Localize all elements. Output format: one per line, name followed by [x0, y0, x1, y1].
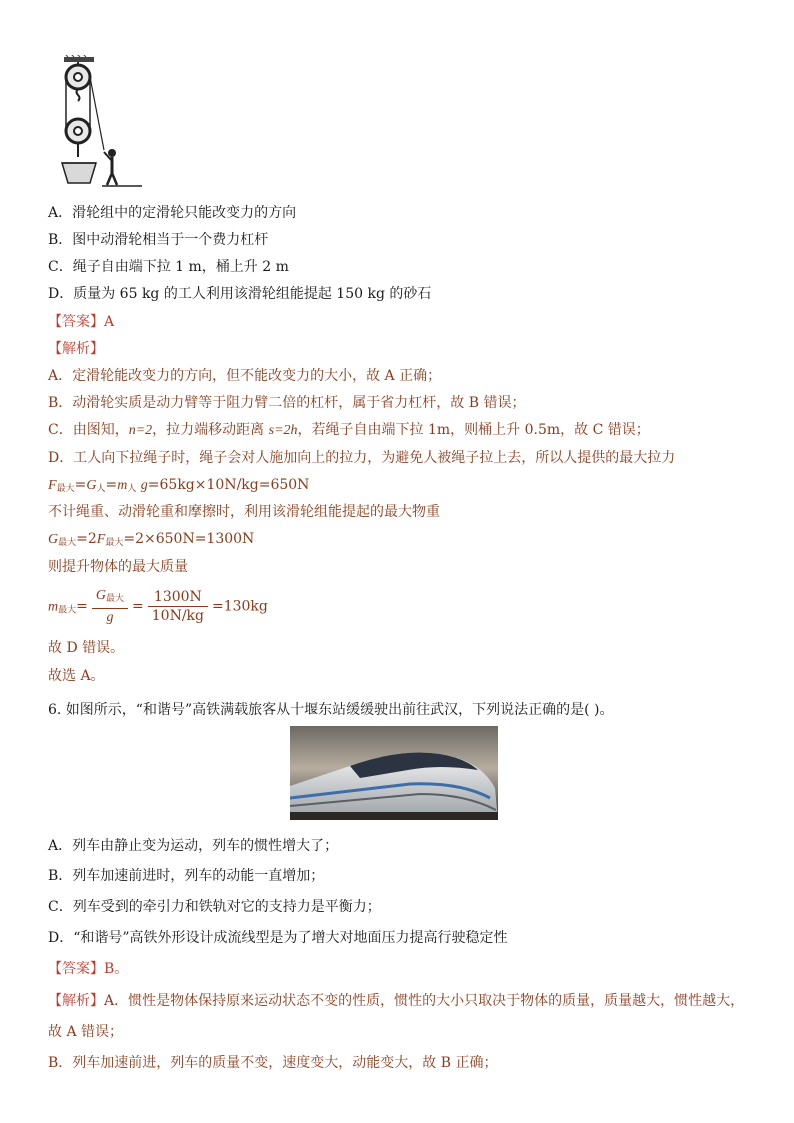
q6-analysis-label: 【解析】 [48, 993, 104, 1009]
q6-option-b: B．列车加速前进时，列车的动能一直增加； [48, 868, 325, 884]
q5-analysis-a: A．定滑轮能改变力的方向，但不能改变力的大小，故 A 正确； [48, 368, 442, 384]
c-s: s=2h [268, 423, 298, 438]
pulley-system-figure [58, 55, 146, 190]
q5-analysis-d4: 故 D 错误。 [48, 640, 125, 656]
q6-analysis-b: B．列车加速前进，列车的质量不变，速度变大，动能变大，故 B 正确； [48, 1055, 498, 1071]
formula-f-max: $F_{最大}=G_人=m_人$ g=65kg×10N/kg=650N [48, 477, 310, 494]
q5-analysis-d1: D．工人向下拉绳子时，绳子会对人施加向上的拉力，为避免人被绳子拉上去，所以人提供的最大拉力 [48, 450, 676, 466]
q5-analysis-b: B．动滑轮实质是动力臂等于阻力臂二倍的杠杆，属于省力杠杆，故 B 错误； [48, 395, 526, 411]
q6-option-a: A．列车由静止变为运动，列车的惯性增大了； [48, 838, 339, 854]
formula-g-max: $G_{最大}=2F_{最大}=2\times 650N=1300N$ [48, 531, 255, 548]
c-n: n=2 [128, 423, 153, 438]
q5-option-a: A．滑轮组中的定滑轮只能改变力的方向 [48, 205, 297, 221]
high-speed-train-photo [290, 726, 498, 820]
q6-analysis-a1: 【解析】A．惯性是物体保持原来运动状态不变的性质，惯性的大小只取决于物体的质量，质量越大，惯性越大， [48, 993, 745, 1009]
q5-analysis-d3: 则提升物体的最大质量 [48, 559, 188, 575]
formula-m-max: $m_{最大}=$ $\frac{G_{最大}}{g}$ = $\frac{1300N}{10N/kg}$ =130kg [48, 588, 268, 625]
q5-option-c: C．绳子自由端下拉 1 m，桶上升 2 m [48, 259, 289, 275]
fraction-values: $\frac{1300N}{10N/kg}$ [148, 588, 208, 625]
q6-option-d: D．“和谐号”高铁外形设计成流线型是为了增大对地面压力提高行驶稳定性 [48, 930, 508, 946]
q5-analysis-c [48, 420, 650, 441]
q5-analysis-d2: 不计绳重、动滑轮重和摩擦时，利用该滑轮组能提起的最大物重 [48, 504, 440, 520]
c-post: ，若绳子自由端下拉 1m，则桶上升 0.5m，故 C 错误； [297, 422, 650, 438]
q6-analysis-a2: 故 A 错误； [48, 1024, 124, 1040]
q5-option-b: B．图中动滑轮相当于一个费力杠杆 [48, 232, 269, 248]
q5-analysis-label: 【解析】 [48, 341, 104, 357]
q5-choose: 故选 A。 [48, 668, 105, 684]
c-pre: C．由图知， [48, 422, 129, 438]
q5-answer: 【答案】A [48, 314, 115, 330]
q6-option-c: C．列车受到的牵引力和铁轨对它的支持力是平衡力； [48, 899, 381, 915]
q6-stem: 6. 如图所示，“和谐号”高铁满载旅客从十堰东站缓缓驶出前往武汉，下列说法正确的是( )。 [48, 702, 614, 718]
q5-option-d: D．质量为 65 kg 的工人利用该滑轮组能提起 150 kg 的砂石 [48, 286, 432, 302]
q6-answer: 【答案】B。 [48, 961, 129, 977]
fraction-g-over-g: $\frac{G_{最大}}{g}$ [92, 586, 128, 627]
c-mid: ，拉力端移动距离 [152, 422, 269, 438]
